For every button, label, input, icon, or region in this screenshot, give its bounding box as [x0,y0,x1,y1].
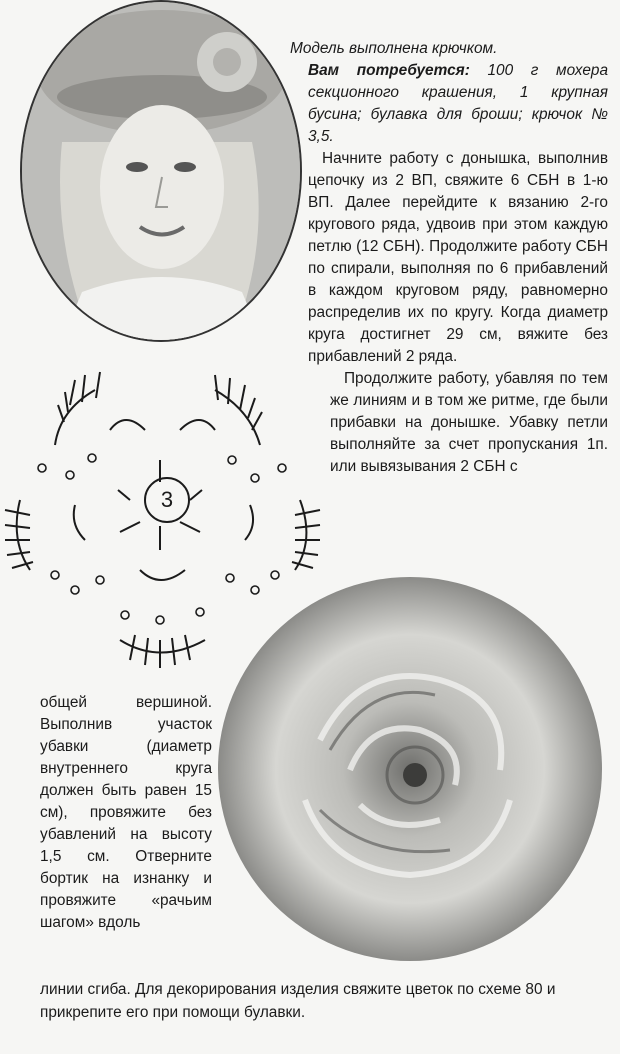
materials-label: Вам потребуется: [308,62,470,79]
instructions-paragraph-4: линии сгиба. Для декорирования изделия свяжите цветок по схеме 80 и прикрепите его при помощи булавки. [40,981,556,1021]
instructions-paragraph-3: общей вершиной. Выполнив участок убавки (диаметр внутреннего круга должен быть равен 15 см), провяжите без убавлений на высоту 1,5 см. Отверните бортик на изнанку и провяжите «рачьим шагом» вдоль [40,694,212,931]
intro-text-block [290,38,608,478]
closing-text [40,978,610,1024]
petal-top-right [215,375,262,445]
diagram-round-number: 3 [160,487,174,512]
petal-top-left [55,372,100,445]
materials-paragraph [290,60,608,148]
continued-text-column [40,692,212,934]
model-description: Модель выполнена крючком. [290,40,498,57]
beret-top-illustration [210,570,610,968]
petal-bottom [120,635,205,668]
instructions-paragraph-1: Начните работу с донышка, выполнив цепочку из 2 ВП, свяжите 6 СБН в 1-ю ВП. Далее перейдите к вязанию 2-го кругового ряда, удвоив при этом каждую петлю (12 СБН). Продолжите работу СБН по спирали, выполняя по 6 прибавлений в каждом круговом ряду, равномерно распределив их по кругу. Когда диаметр круга достигнет 29 см, вяжите без прибавлений 2 ряда. [308,150,608,365]
portrait-illustration [22,2,300,340]
model-portrait-photo [20,0,302,342]
instructions-paragraph-2: Продолжите работу, убавляя по тем же линиям и в том же ритме, где были прибавки на донышке. Убавку петли выполняйте за счет пропускания 1п. или вывязывания 2 СБН с [330,370,608,475]
petal-left [5,500,33,570]
beret-top-photo [210,570,610,968]
petal-right [292,500,320,570]
materials-text: 100 г мохера секционного крашения, 1 крупная бусина; булавка для броши; крючок № 3,5. [308,62,609,145]
